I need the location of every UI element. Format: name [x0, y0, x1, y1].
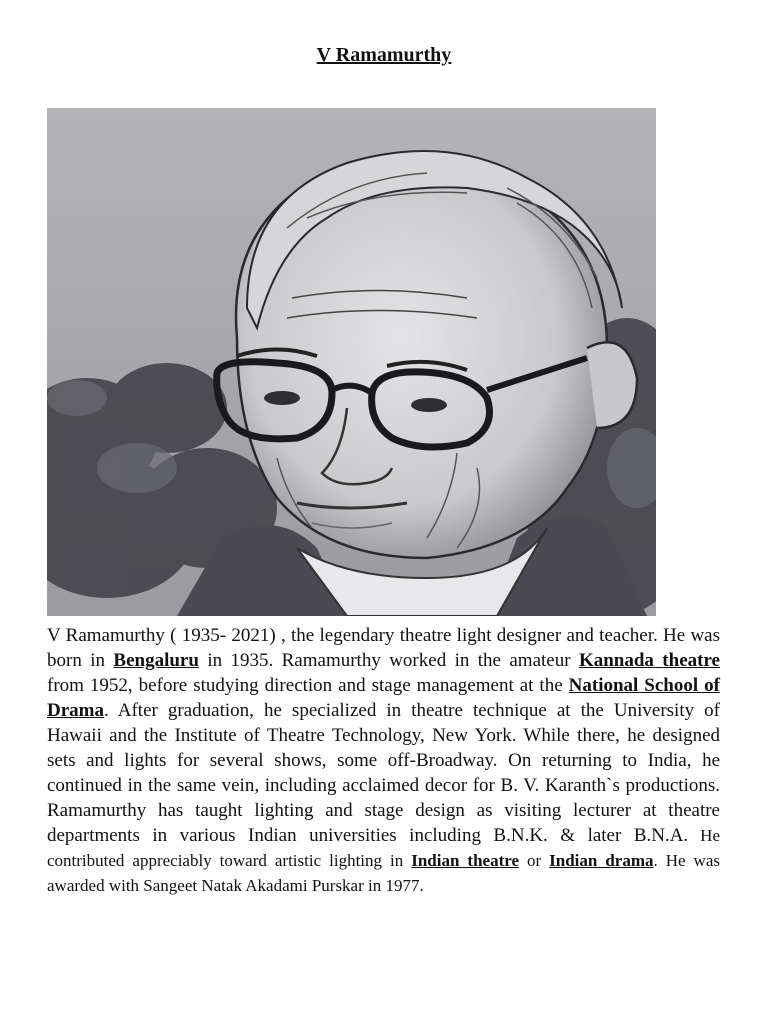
link-national-school-of-drama[interactable]: National School of Drama: [47, 675, 720, 721]
bio-text-4: . After graduation, he specialized in theatre technique at the University of Hawaii and the Institute of Theatre Technology, New York. While there, he designed sets and lights for several shows, some off-Broadway. On returning to India, he continued in the same vein, including acclaimed decor for B. V. Karanth`s productions. Ramamurthy has taught lighting and stage design as visiting lecturer at theatre departments in various Indian universities including B.N.K. & later B.N.A.: [47, 700, 720, 846]
biography-paragraph: [47, 623, 720, 898]
link-indian-theatre[interactable]: Indian theatre: [411, 851, 520, 870]
bio-text-7: . He was awarded with Sangeet Natak Akadami Purskar in 1977.: [47, 851, 720, 895]
bio-text-3: from 1952, before studying direction and stage management at the: [47, 675, 569, 696]
portrait-photo: [47, 108, 656, 616]
bio-text-5: He contributed appreciably toward artistic lighting in: [47, 826, 721, 870]
page-title: V Ramamurthy: [316, 44, 452, 66]
portrait-drawing: [47, 108, 656, 616]
link-indian-drama[interactable]: Indian drama: [549, 851, 654, 870]
link-bengaluru[interactable]: Bengaluru: [113, 650, 199, 671]
bio-text-6: or: [519, 851, 550, 870]
bio-text-2: in 1935. Ramamurthy worked in the amateur: [198, 650, 579, 671]
link-kannada-theatre[interactable]: Kannada theatre: [578, 650, 720, 671]
bio-text-1: V Ramamurthy ( 1935- 2021) , the legendary theatre light designer and teacher. He was born in: [47, 625, 720, 671]
